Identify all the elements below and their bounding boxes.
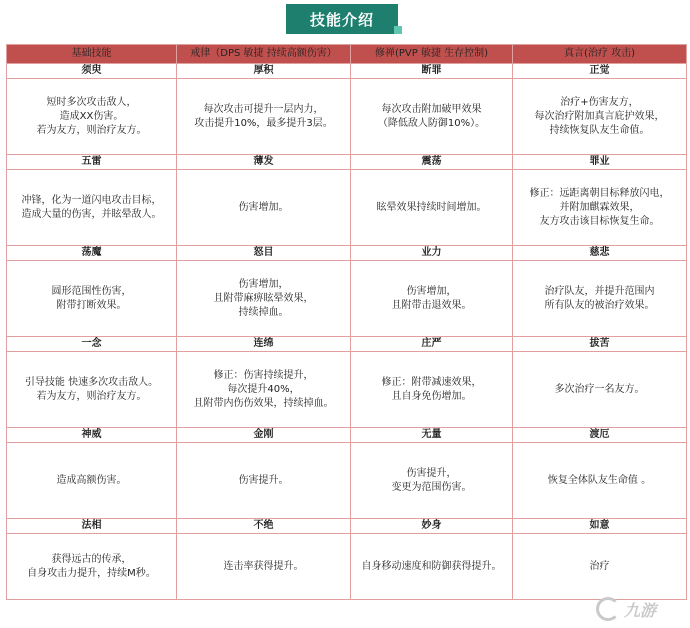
skill-desc: 眩晕效果持续时间增加。: [351, 170, 513, 246]
skill-desc: 多次治疗一名友方。: [513, 352, 687, 428]
skill-desc: 每次攻击可提升一层内力， 攻击提升10%，最多提升3层。: [177, 79, 351, 155]
column-header-basic: 基础技能: [7, 45, 177, 64]
skill-desc: 修正：附带减速效果， 且自身免伤增加。: [351, 352, 513, 428]
column-header-discipline: 戒律（DPS 敏捷 持续高额伤害）: [177, 45, 351, 64]
skill-desc-row: [7, 79, 687, 155]
skill-desc-row: [7, 534, 687, 600]
skill-name-row: [7, 64, 687, 79]
skill-name: 须臾: [7, 64, 177, 79]
skill-table: [6, 44, 687, 600]
skill-desc: 伤害提升。: [177, 443, 351, 519]
skill-name: 庄严: [351, 337, 513, 352]
skill-name: 无量: [351, 428, 513, 443]
skill-desc: 治疗队友，并提升范围内 所有队友的被治疗效果。: [513, 261, 687, 337]
skill-desc-row: [7, 352, 687, 428]
skill-desc: 每次攻击附加破甲效果 （降低敌人防御10%）。: [351, 79, 513, 155]
column-header-meditation: 修禅(PVP 敏捷 生存控制): [351, 45, 513, 64]
skill-name: 业力: [351, 246, 513, 261]
skill-desc: 修正：伤害持续提升， 每次提升40%， 且附带内伤伤效果，持续掉血。: [177, 352, 351, 428]
skill-name: 妙身: [351, 519, 513, 534]
title-area: [0, 0, 690, 44]
column-header-mantra: 真言(治疗 攻击): [513, 45, 687, 64]
skill-desc: 恢复全体队友生命值 。: [513, 443, 687, 519]
skill-name: 断罪: [351, 64, 513, 79]
skill-name: 不绝: [177, 519, 351, 534]
skill-name: 荡魔: [7, 246, 177, 261]
skill-name-row: [7, 428, 687, 443]
skill-desc: 短时多次攻击敌人， 造成XX伤害。 若为友方，则治疗友方。: [7, 79, 177, 155]
skill-desc: 治疗: [513, 534, 687, 600]
skill-desc: 获得远古的传承， 自身攻击力提升，持续M秒。: [7, 534, 177, 600]
site-watermark: [596, 594, 682, 624]
skill-desc-row: [7, 443, 687, 519]
skill-name: 慈悲: [513, 246, 687, 261]
skill-desc: 伤害增加， 且附带击退效果。: [351, 261, 513, 337]
skill-desc: 圆形范围性伤害， 附带打断效果。: [7, 261, 177, 337]
skill-desc-row: [7, 261, 687, 337]
skill-desc: 造成高额伤害。: [7, 443, 177, 519]
watermark-logo-icon: [596, 597, 620, 621]
skill-name: 五雷: [7, 155, 177, 170]
skill-name: 罪业: [513, 155, 687, 170]
skill-name-row: [7, 246, 687, 261]
skill-desc: 伤害提升， 变更为范围伤害。: [351, 443, 513, 519]
skill-name: 震荡: [351, 155, 513, 170]
skill-name: 神威: [7, 428, 177, 443]
skill-name: 厚积: [177, 64, 351, 79]
skill-name: 一念: [7, 337, 177, 352]
skill-name-row: [7, 337, 687, 352]
skill-name: 连绵: [177, 337, 351, 352]
skill-desc: 冲锋，化为一道闪电攻击目标， 造成大量的伤害，并眩晕敌人。: [7, 170, 177, 246]
skill-desc: 治疗+伤害友方， 每次治疗附加真言庇护效果， 持续恢复队友生命值。: [513, 79, 687, 155]
skill-desc-row: [7, 170, 687, 246]
skill-name-row: [7, 155, 687, 170]
skill-name: 拔苦: [513, 337, 687, 352]
watermark-text: 九游: [624, 600, 657, 620]
skill-desc: 连击率获得提升。: [177, 534, 351, 600]
skill-name: 金刚: [177, 428, 351, 443]
skill-name: 薄发: [177, 155, 351, 170]
skill-name: 渡厄: [513, 428, 687, 443]
skill-desc: 自身移动速度和防御获得提升。: [351, 534, 513, 600]
skill-desc: 伤害增加。: [177, 170, 351, 246]
title-accent-square: [394, 26, 402, 34]
skill-name: 怒目: [177, 246, 351, 261]
skill-desc: 伤害增加， 且附带麻痹眩晕效果， 持续掉血。: [177, 261, 351, 337]
skill-desc: 修正：远距离朝目标释放闪电， 并附加麒霖效果， 友方攻击该目标恢复生命。: [513, 170, 687, 246]
skill-name: 法相: [7, 519, 177, 534]
skill-name: 如意: [513, 519, 687, 534]
skill-desc: 引导技能 快速多次攻击敌人。 若为友方，则治疗友方。: [7, 352, 177, 428]
page-title: 技能介绍: [286, 4, 398, 34]
skill-name: 正觉: [513, 64, 687, 79]
skill-name-row: [7, 519, 687, 534]
header-row: [7, 45, 687, 64]
